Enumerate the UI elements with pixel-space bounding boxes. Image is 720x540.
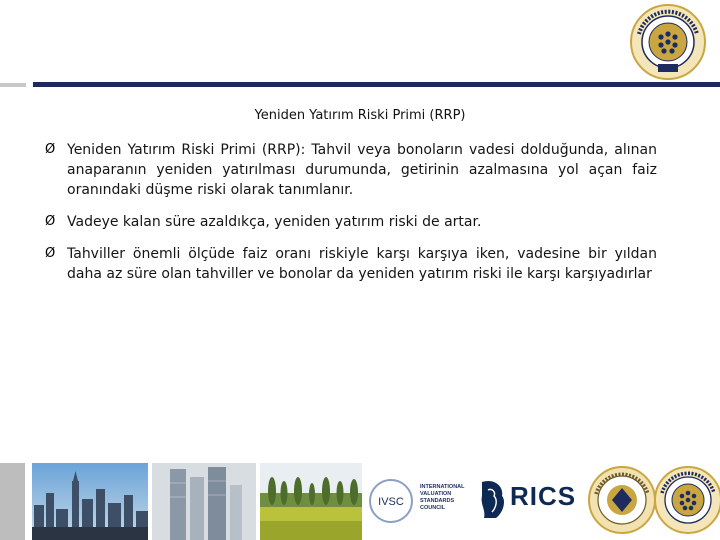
- header-rule-accent: [0, 83, 26, 87]
- bullet-text: Vadeye kalan süre azaldıkça, yeniden yatırım riski de artar.: [67, 214, 482, 230]
- header-rule: [33, 82, 720, 87]
- bullet-item: [45, 140, 657, 200]
- bullet-term: Yeniden Yatırım Riski Primi (RRP):: [67, 142, 306, 158]
- city-skyline-photo: [32, 463, 148, 540]
- university-seal-logo: [630, 4, 706, 80]
- ivsc-caption: INTERNATIONAL VALUATION STANDARDS COUNCIL: [420, 484, 465, 511]
- bullet-arrow-icon: Ø: [45, 142, 56, 157]
- partner-logos: [364, 462, 720, 540]
- bullet-arrow-icon: Ø: [45, 246, 56, 261]
- bullet-list: [45, 140, 657, 296]
- footer-gray-block: [0, 463, 25, 540]
- bullet-text: Tahviller önemli ölçüde faiz oranı riskiyle karşı karşıya iken, vadesine bir yıldan daha az süre olan tahviller ve bonolar da yeniden yatırım riski ile karşı karşıyadırlar: [67, 246, 657, 282]
- svg-text:IVSC: IVSC: [378, 496, 404, 508]
- towers-photo: [152, 463, 256, 540]
- slide-title: Yeniden Yatırım Riski Primi (RRP): [254, 108, 466, 123]
- field-photo: [260, 463, 362, 540]
- university-seal-icon: [588, 466, 656, 534]
- bullet-item: [45, 212, 657, 232]
- ankara-universitesi-seal-icon: [654, 466, 720, 534]
- bullet-text: Tahvil veya bonoların vadesi dolduğunda, alınan anaparanın yeniden yatırılması durumunda, getirinin azalmasına yol açan faiz oranındaki düşme riski olarak tanımlanır.: [67, 142, 657, 198]
- rics-logo-text: RICS: [510, 481, 577, 511]
- ivsc-logo: [368, 478, 414, 524]
- bullet-item: [45, 244, 657, 284]
- bullet-arrow-icon: Ø: [45, 214, 56, 229]
- rics-lion-icon: [476, 478, 508, 522]
